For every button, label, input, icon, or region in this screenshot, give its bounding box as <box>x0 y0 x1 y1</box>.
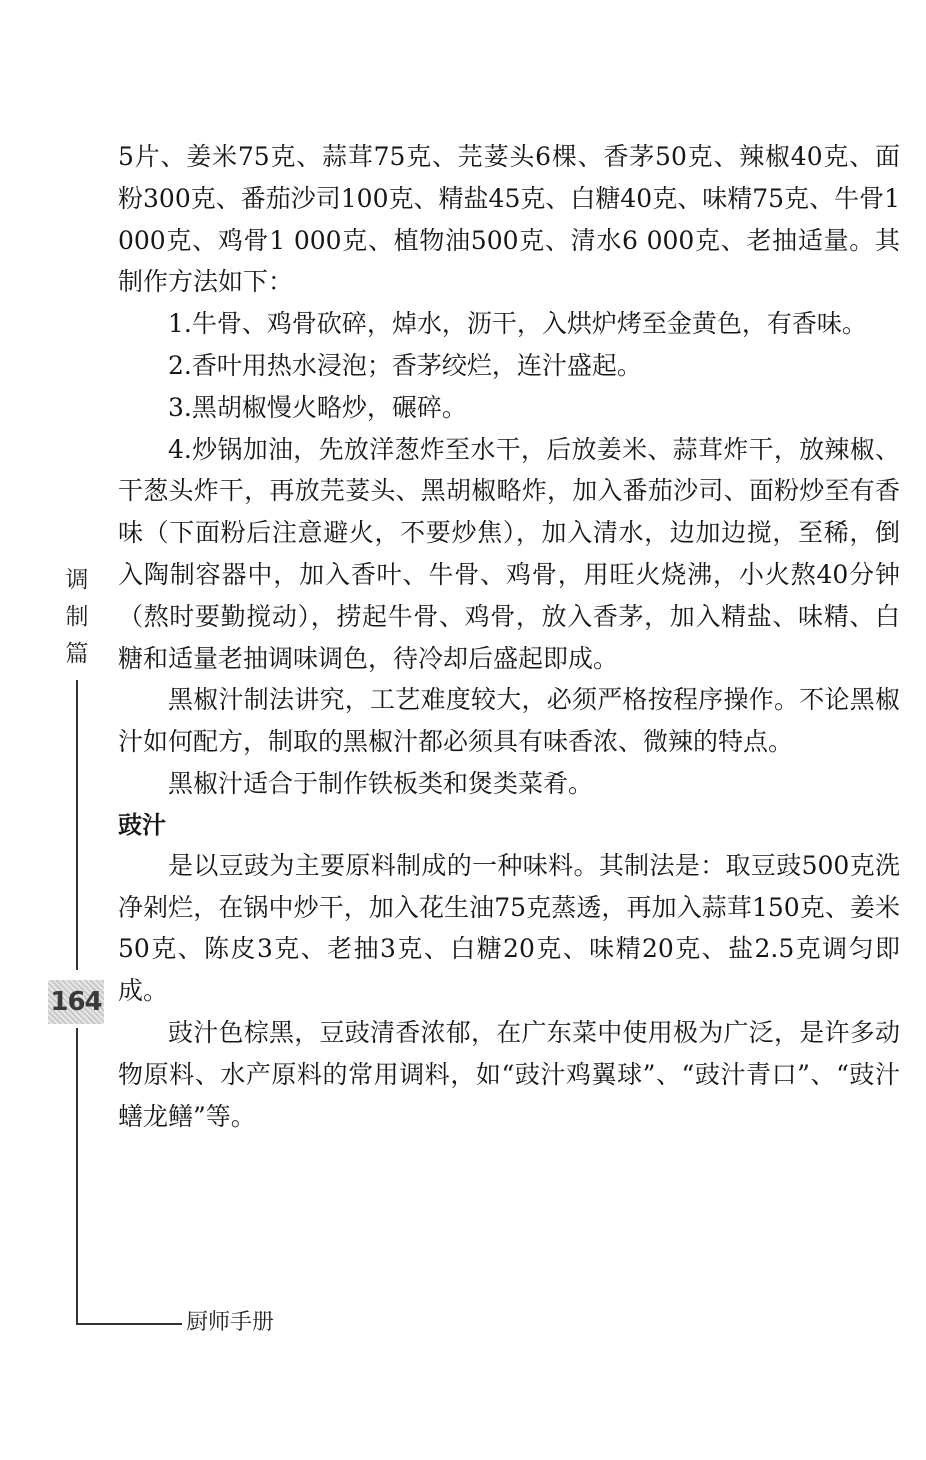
paragraph-step-1: 1.牛骨、鸡骨砍碎，焯水，沥干，入烘炉烤至金黄色，有香味。 <box>168 309 867 339</box>
paragraph-step-3: 3.黑胡椒慢火略炒，碾碎。 <box>168 392 467 422</box>
paragraph-douchi-usage: 豉汁色棕黑，豆豉清香浓郁，在广东菜中使用极为广泛，是许多动物原料、水产原料的常用调料，如“豉汁鸡翼球”、“豉汁青口”、“豉汁蟮龙鳝”等。 <box>118 1017 900 1131</box>
paragraph-notes: 黑椒汁制法讲究，工艺难度较大，必须严格按程序操作。不论黑椒汁如何配方，制取的黑椒汁都必须具有味香浓、微辣的特点。 <box>118 685 900 757</box>
paragraph-douchi-method: 是以豆豉为主要原料制成的一种味料。其制法是：取豆豉500克洗净剁烂，在锅中炒干，加入花生油75克蒸透，再加入蒜茸150克、姜米50克、陈皮3克、老抽3克、白糖20克、味精20克、盐2.5克调匀即成。 <box>118 850 900 1006</box>
section-heading: 豉汁 <box>118 810 166 839</box>
page-number: 164 <box>50 987 102 1017</box>
side-label-char: 篇 <box>65 641 89 667</box>
paragraph-step-4: 4.炒锅加油，先放洋葱炸至水干，后放姜米、蒜茸炸干，放辣椒、干葱头炸干，再放芫荽头、黑胡椒略炸，加入番茄沙司、面粉炒至有香味（下面粉后注意避火，不要炒焦），加入清水，边加边搅，至稀，倒入陶制容器中，加入香叶、牛骨、鸡骨，用旺火烧沸，小火熬40分钟（熬时要勤搅动），捞起牛骨、鸡骨，放入香茅，加入精盐、味精、白糖和适量老抽调味调色，待冷却后盛起即成。 <box>118 434 900 673</box>
footer-book-title: 厨师手册 <box>186 1310 275 1335</box>
side-label-char: 制 <box>65 604 89 630</box>
margin-rule-top <box>76 680 78 970</box>
paragraph-usage: 黑椒汁适合于制作铁板类和煲类菜肴。 <box>168 768 594 798</box>
side-section-label <box>62 562 92 673</box>
side-label-char: 调 <box>65 567 89 593</box>
body-text <box>118 136 900 1137</box>
margin-rule-bottom <box>76 1028 78 1324</box>
page-number-badge <box>48 980 104 1024</box>
footer-rule <box>76 1323 182 1325</box>
paragraph-step-2: 2.香叶用热水浸泡；香茅绞烂，连汁盛起。 <box>168 350 642 380</box>
paragraph-ingredients: 5片、姜米75克、蒜茸75克、芫荽头6棵、香茅50克、辣椒40克、面粉300克、番茄沙司100克、精盐45克、白糖40克、味精75克、牛骨1 000克、鸡骨1 000克、植物油500克、清水6 000克、老抽适量。其制作方法如下： <box>118 142 900 297</box>
